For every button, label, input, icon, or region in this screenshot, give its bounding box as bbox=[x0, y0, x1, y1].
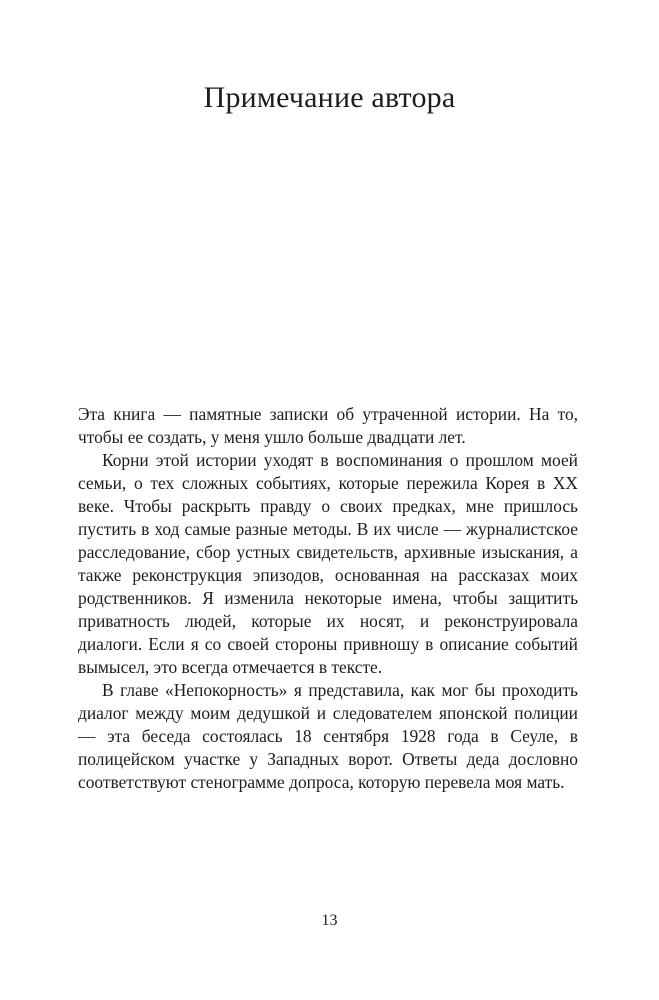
paragraph-1: Эта книга — памятные записки об утраченной истории. На то, чтобы ее создать, у меня ушло больше двадцати лет. bbox=[78, 404, 578, 447]
paragraph-2: Корни этой истории уходят в воспоминания о прошлом моей семьи, о тех сложных событиях, которые пережила Корея в XX веке. Чтобы раскрыть правду о своих предках, мне пришлось пустить в ход самые разные методы. В их числе — журналистское расследование, сбор устных свидетельств, архивные изыскания, а также реконструкция эпизодов, основанная на рассказах моих родственников. Я изменила некоторые имена, чтобы защитить приватность людей, которые их носят, и реконструировала диалоги. Если я со своей стороны привношу в описание событий вымысел, это всегда отмечается в тексте. bbox=[78, 450, 578, 677]
body-text bbox=[78, 403, 578, 794]
page-number: 13 bbox=[321, 912, 338, 929]
paragraph-3: В главе «Непокорность» я представила, как мог бы проходить диалог между моим дедушкой и следователем японской полиции — эта беседа состоялась 18 сентября 1928 года в Сеуле, в полицейском участке у Западных ворот. Ответы деда дословно соответствуют стенограмме допроса, которую перевела моя мать. bbox=[78, 680, 578, 792]
chapter-title: Примечание автора bbox=[203, 81, 456, 114]
